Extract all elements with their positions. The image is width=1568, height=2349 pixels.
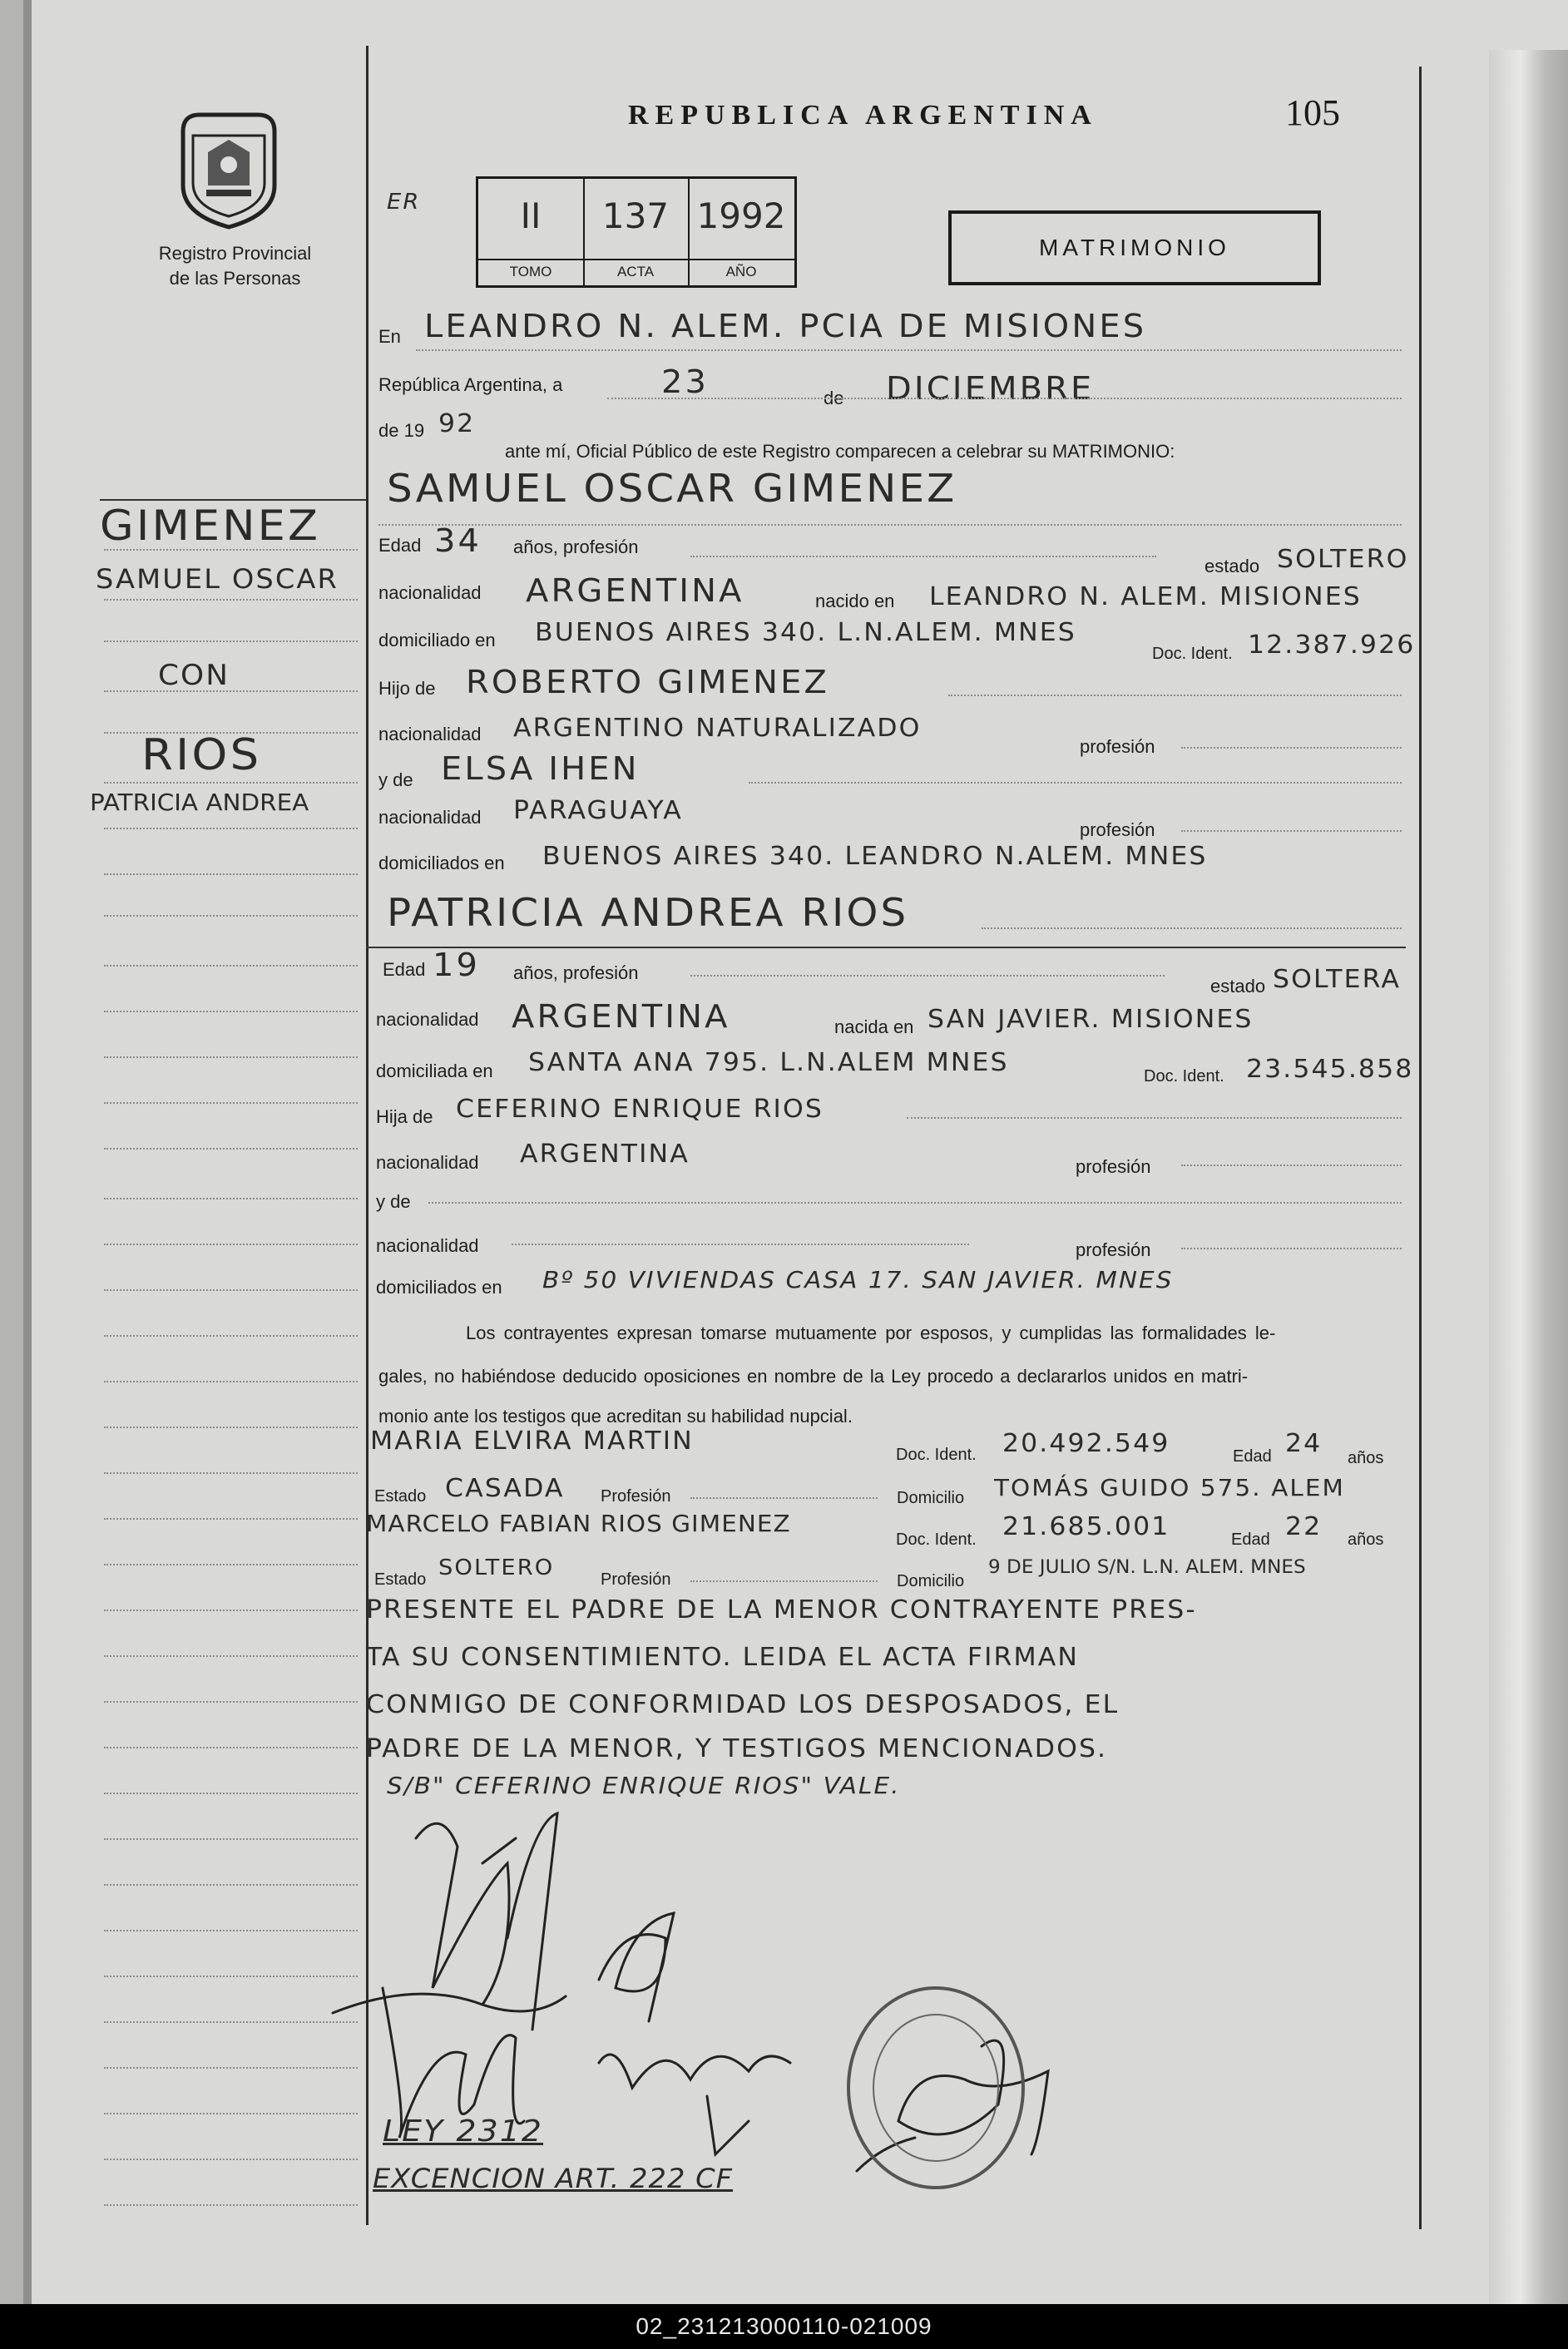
republica-label: República Argentina, a xyxy=(378,374,563,395)
margin-rule xyxy=(104,1102,358,1104)
margin-rule xyxy=(104,1056,358,1058)
bride-estado-label: estado xyxy=(1210,976,1266,996)
bride-doc-label: Doc. Ident. xyxy=(1144,1067,1224,1085)
bride-father: CEFERINO ENRIQUE RIOS xyxy=(456,1095,824,1124)
witness1-age: 24 xyxy=(1285,1429,1323,1458)
margin-rule xyxy=(104,690,358,692)
witness1-profesion-label: Profesión xyxy=(601,1487,671,1506)
margin-rule xyxy=(104,1747,358,1748)
page-number: 105 xyxy=(1285,92,1340,133)
tomo-value: II xyxy=(520,195,542,236)
notes-line4: PADRE DE LA MENOR, Y TESTIGOS MENCIONADOS. xyxy=(366,1734,1108,1763)
margin-rule xyxy=(104,640,358,642)
groom-domicilio: BUENOS AIRES 340. L.N.ALEM. MNES xyxy=(535,618,1076,647)
margin-rule xyxy=(104,782,358,784)
margin-top-rule xyxy=(100,499,366,501)
bride-father-rule xyxy=(907,1117,1402,1119)
groom-age: 34 xyxy=(434,522,482,559)
bride-anos-label: años, profesión xyxy=(513,962,639,983)
groom-mother-profesion-rule xyxy=(1181,830,1402,832)
bride-father-profesion-label: profesión xyxy=(1076,1156,1151,1177)
groom-father-profesion-label: profesión xyxy=(1080,736,1155,757)
register-annotation: ER xyxy=(387,190,421,215)
notes-line5: S/B" CEFERINO ENRIQUE RIOS" VALE. xyxy=(387,1772,901,1799)
declaration-line1: Los contrayentes expresan tomarse mutuamente por esposos, y cumplidas las formalidades le- xyxy=(466,1323,1276,1343)
right-frame-line xyxy=(1419,67,1422,2229)
notes-line3: CONMIGO DE CONFORMIDAD LOS DESPOSADOS, EL xyxy=(366,1690,1120,1719)
section-divider xyxy=(366,947,1406,948)
witness2-name: MARCELO FABIAN RIOS GIMENEZ xyxy=(366,1510,791,1537)
bride-mother-profesion-rule xyxy=(1181,1248,1402,1249)
bride-domicilio: SANTA ANA 795. L.N.ALEM MNES xyxy=(528,1048,1009,1077)
margin-rule xyxy=(104,1472,358,1474)
ano-value: 1992 xyxy=(696,195,786,236)
margin-rule xyxy=(104,1701,358,1703)
acta-label: ACTA xyxy=(583,259,688,280)
groom-profesion-rule xyxy=(690,556,1156,557)
margin-rule xyxy=(104,1610,358,1611)
margin-surname-bride: RIOS xyxy=(141,730,262,780)
margin-rule xyxy=(104,1564,358,1565)
groom-father: ROBERTO GIMENEZ xyxy=(466,664,829,700)
groom-name-rule xyxy=(378,524,1402,526)
groom-padres-domicilio: BUENOS AIRES 340. LEANDRO N.ALEM. MNES xyxy=(542,842,1208,871)
witness1-doc-label: Doc. Ident. xyxy=(896,1446,977,1464)
margin-names-bride: PATRICIA ANDREA xyxy=(90,789,309,816)
place-value: LEANDRO N. ALEM. PCIA DE MISIONES xyxy=(424,308,1147,344)
groom-domicilio-label: domiciliado en xyxy=(378,630,496,650)
groom-estado-label: estado xyxy=(1204,556,1260,576)
witness2-estado-label: Estado xyxy=(374,1570,427,1589)
witness1-anos-label: años xyxy=(1348,1449,1384,1467)
groom-mother-rule xyxy=(749,782,1402,784)
signature-witness1 xyxy=(599,1913,674,2021)
margin-connector: CON xyxy=(158,659,230,692)
margin-rule xyxy=(104,873,358,875)
witness2-estado: SOLTERO xyxy=(438,1555,555,1580)
signature-groom xyxy=(416,1813,557,2030)
bride-full-name: PATRICIA ANDREA RIOS xyxy=(387,890,909,935)
excencion-stamp: EXCENCION ART. 222 CF xyxy=(373,2163,733,2194)
bride-hija-label: Hija de xyxy=(376,1106,433,1127)
bride-padres-domicilio: Bº 50 VIVIENDAS CASA 17. SAN JAVIER. MNES xyxy=(542,1266,1174,1293)
margin-surname-groom: GIMENEZ xyxy=(100,502,321,550)
de19-label: de 19 xyxy=(378,420,425,441)
witness2-anos-label: años xyxy=(1348,1531,1384,1549)
margin-rule xyxy=(104,1518,358,1520)
tomo-label: TOMO xyxy=(478,259,583,280)
bride-domicilio-label: domiciliada en xyxy=(376,1061,493,1081)
year-suffix: 92 xyxy=(438,409,476,438)
ante-text: ante mí, Oficial Público de este Registro comparecen a celebrar su MATRIMONIO: xyxy=(505,441,1175,462)
page-stack-edge xyxy=(1489,50,1568,2304)
signature-father xyxy=(599,2055,790,2154)
country-title: REPUBLICA ARGENTINA xyxy=(628,100,1098,131)
witness2-age: 22 xyxy=(1285,1512,1323,1541)
groom-nacionalidad: ARGENTINA xyxy=(526,572,744,609)
acta-value: 137 xyxy=(601,195,670,236)
groom-father-nac-label: nacionalidad xyxy=(378,724,482,744)
ley-stamp: LEY 2312 xyxy=(383,2114,544,2149)
witness1-doc: 20.492.549 xyxy=(1002,1429,1170,1458)
groom-nacido-label: nacido en xyxy=(815,591,895,611)
groom-yde-label: y de xyxy=(378,769,413,790)
de-label: de xyxy=(824,388,844,408)
groom-padres-domicilio-label: domiciliados en xyxy=(378,853,505,873)
witness1-name: MARIA ELVIRA MARTIN xyxy=(370,1427,694,1456)
margin-rule xyxy=(104,1335,358,1337)
bride-yde-label: y de xyxy=(376,1191,411,1212)
bride-mother-rule xyxy=(428,1202,1402,1204)
groom-mother: ELSA IHEN xyxy=(441,750,640,787)
groom-doc-label: Doc. Ident. xyxy=(1152,645,1233,663)
groom-edad-label: Edad xyxy=(378,535,422,556)
witness1-profesion-rule xyxy=(690,1497,878,1499)
date-rule xyxy=(607,398,1402,399)
witness1-estado-label: Estado xyxy=(374,1487,427,1506)
month-value: DICIEMBRE xyxy=(886,370,1095,407)
volume-record-box xyxy=(476,176,797,288)
groom-full-name: SAMUEL OSCAR GIMENEZ xyxy=(387,466,957,511)
groom-anos-label: años, profesión xyxy=(513,537,639,557)
witness2-domicilio: 9 DE JULIO S/N. L.N. ALEM. MNES xyxy=(988,1557,1306,1578)
witness1-domicilio: TOMÁS GUIDO 575. ALEM xyxy=(994,1474,1346,1501)
bride-profesion-rule xyxy=(690,975,1165,977)
bride-nacida-label: nacida en xyxy=(834,1016,914,1037)
bride-father-profesion-rule xyxy=(1181,1165,1402,1166)
witness2-domicilio-label: Domicilio xyxy=(897,1572,965,1590)
bride-edad-label: Edad xyxy=(383,959,426,980)
declaration-line2: gales, no habiéndose deducido oposiciones en nombre de la Ley procedo a declararlos unidos en matri- xyxy=(378,1366,1249,1387)
margin-rule xyxy=(104,1011,358,1012)
registry-name-line1: Registro Provincial xyxy=(158,243,312,264)
notes-line1: PRESENTE EL PADRE DE LA MENOR CONTRAYENTE PRES- xyxy=(366,1595,1197,1625)
witness2-profesion-label: Profesión xyxy=(601,1570,671,1589)
margin-rule xyxy=(104,1244,358,1245)
groom-father-profesion-rule xyxy=(1181,747,1402,749)
groom-father-nacionalidad: ARGENTINO NATURALIZADO xyxy=(513,714,922,743)
groom-nacionalidad-label: nacionalidad xyxy=(378,582,482,603)
day-value: 23 xyxy=(661,363,710,400)
margin-rule xyxy=(104,1148,358,1150)
witness2-edad-label: Edad xyxy=(1231,1531,1270,1549)
groom-doc: 12.387.926 xyxy=(1248,631,1416,660)
margin-names-groom: SAMUEL OSCAR xyxy=(96,563,339,595)
groom-mother-profesion-label: profesión xyxy=(1080,819,1155,840)
margin-rule xyxy=(104,599,358,601)
registry-name xyxy=(125,241,345,291)
margin-rule xyxy=(104,1427,358,1428)
margin-rule xyxy=(104,1381,358,1382)
groom-mother-nac-label: nacionalidad xyxy=(378,807,482,828)
margin-rule xyxy=(104,1289,358,1291)
bride-mother-nac-label: nacionalidad xyxy=(376,1235,479,1256)
witness2-doc: 21.685.001 xyxy=(1002,1512,1170,1541)
bride-padres-domicilio-label: domiciliados en xyxy=(376,1277,502,1298)
act-type-box: MATRIMONIO xyxy=(948,210,1321,285)
bride-nacionalidad: ARGENTINA xyxy=(512,998,730,1035)
bride-mother-profesion-label: profesión xyxy=(1076,1239,1151,1260)
scan-footer: 02_231213000110-021009 xyxy=(0,2304,1568,2349)
margin-rule xyxy=(104,1198,358,1199)
notes-line2: TA SU CONSENTIMIENTO. LEIDA EL ACTA FIRMAN xyxy=(366,1643,1080,1672)
witness1-domicilio-label: Domicilio xyxy=(897,1489,965,1507)
bride-father-nacionalidad: ARGENTINA xyxy=(520,1140,690,1169)
witness1-edad-label: Edad xyxy=(1233,1447,1272,1466)
ano-label: AÑO xyxy=(688,259,794,280)
declaration-line3: monio ante los testigos que acreditan su habilidad nupcial. xyxy=(378,1406,853,1427)
margin-rule xyxy=(104,915,358,917)
bride-age: 19 xyxy=(433,947,481,983)
witness2-doc-label: Doc. Ident. xyxy=(896,1531,977,1549)
groom-estado: SOLTERO xyxy=(1277,545,1409,574)
groom-mother-nacionalidad: PARAGUAYA xyxy=(513,796,683,825)
book-binding-edge xyxy=(0,0,23,2304)
bride-mother-nac-rule xyxy=(512,1244,969,1245)
official-stamp-icon xyxy=(840,1980,1031,2196)
provincial-seal-icon xyxy=(175,106,283,231)
groom-nacido-en: LEANDRO N. ALEM. MISIONES xyxy=(929,582,1362,611)
margin-rule xyxy=(104,828,358,829)
bride-nacida-en: SAN JAVIER. MISIONES xyxy=(927,1005,1254,1034)
place-rule xyxy=(416,349,1402,351)
groom-hijo-label: Hijo de xyxy=(378,678,436,699)
book-binding-shadow xyxy=(23,0,32,2304)
registry-name-line2: de las Personas xyxy=(169,268,301,289)
bride-doc: 23.545.858 xyxy=(1246,1055,1414,1084)
bride-name-rule xyxy=(982,927,1402,929)
margin-rule xyxy=(104,965,358,967)
bride-father-nac-label: nacionalidad xyxy=(376,1152,479,1173)
bride-estado: SOLTERA xyxy=(1273,965,1402,994)
en-label: En xyxy=(378,326,401,347)
bride-nacionalidad-label: nacionalidad xyxy=(376,1009,479,1030)
margin-rule xyxy=(104,1655,358,1657)
margin-rule xyxy=(104,2204,358,2206)
groom-father-rule xyxy=(948,695,1402,696)
witness2-profesion-rule xyxy=(690,1580,878,1582)
witness1-estado: CASADA xyxy=(445,1474,565,1503)
